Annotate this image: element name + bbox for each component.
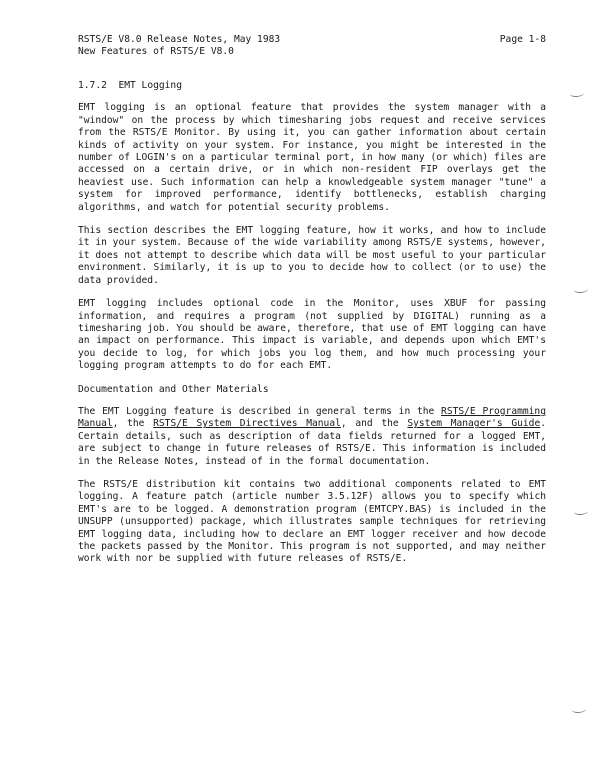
margin-scan-mark [574,508,588,515]
section-title: EMT Logging [118,80,182,91]
ref-programming-manual: RSTS/E Programming Manual [78,405,546,430]
paragraph-intro: EMT logging is an optional feature that provides the system manager with a "window" on the process by which timesharing jobs request and receive services from the RSTS/E Monitor. By using it, you can gather information about certain kinds of activity on your system. For instance, you might be interested in the number of LOGIN's on a particular terminal port, in how many (or which) files are accessed on a certain drive, or in which non-resident FIP overlays get the heaviest use. Such information can help a knowledgeable system manager "tune" a system for improved performance, identify bottlenecks, establish charging algorithms, and watch for potential security problems. [78,102,546,213]
margin-scan-mark [574,286,588,293]
page-number: Page 1-8 [499,34,546,45]
document-page [78,34,546,577]
paragraph-documentation [78,406,546,468]
page-header [78,34,546,64]
header-title: RSTS/E V8.0 Release Notes, May 1983 [78,34,281,45]
section-heading [78,80,546,92]
doc-text-d: . Certain details, such as description of data fields returned for a logged EMT, are subject to change in future releases of RSTS/E. This information is included in the Release Notes, instead of in the formal documentation. [78,418,547,467]
paragraph-scope: This section describes the EMT logging feature, how it works, and how to include it in your system. Because of the wide variability among RSTS/E systems, however, it does not attempt to describe which data will be most useful to your particular environment. Similarly, it is up to you to decide how to collect (or to use) the data provided. [78,225,546,286]
paragraph-distribution-kit: The RSTS/E distribution kit contains two additional components related to EMT logging. A feature patch (article number 3.5.12F) allows you to specify which EMT's are to be logged. A demonstration program (EMTCPY.BAS) is included in the UNSUPP (unsupported) package, which illustrates sample techniques for retrieving EMT logging data, including how to declare an EMT logger receiver and how decode the packets passed by the Monitor. This program is not supported, and may neither work with nor be supplied with future releases of RSTS/E. [78,478,546,565]
margin-scan-mark [572,706,586,713]
margin-scan-mark [570,90,584,97]
header-subtitle: New Features of RSTS/E V8.0 [78,46,234,58]
ref-system-managers-guide: System Manager's Guide [407,418,541,430]
ref-system-directives-manual: RSTS/E System Directives Manual [153,418,341,430]
section-number: 1.7.2 [78,80,107,91]
doc-text-c: , and the [340,418,408,430]
paragraph-performance: EMT logging includes optional code in the Monitor, uses XBUF for passing information, and requires a program (not supplied by DIGITAL) running as a timesharing job. You should be aware, therefore, that use of EMT logging can have an impact on performance. This impact is variable, and depends upon which EMT's you decide to log, for which jobs you log them, and how much processing your logging program attempts to do for each EMT. [78,298,546,372]
doc-text-b: , the [112,418,154,430]
doc-text-a: The EMT Logging feature is described in general terms in the [78,405,442,417]
subsection-heading: Documentation and Other Materials [78,383,269,395]
